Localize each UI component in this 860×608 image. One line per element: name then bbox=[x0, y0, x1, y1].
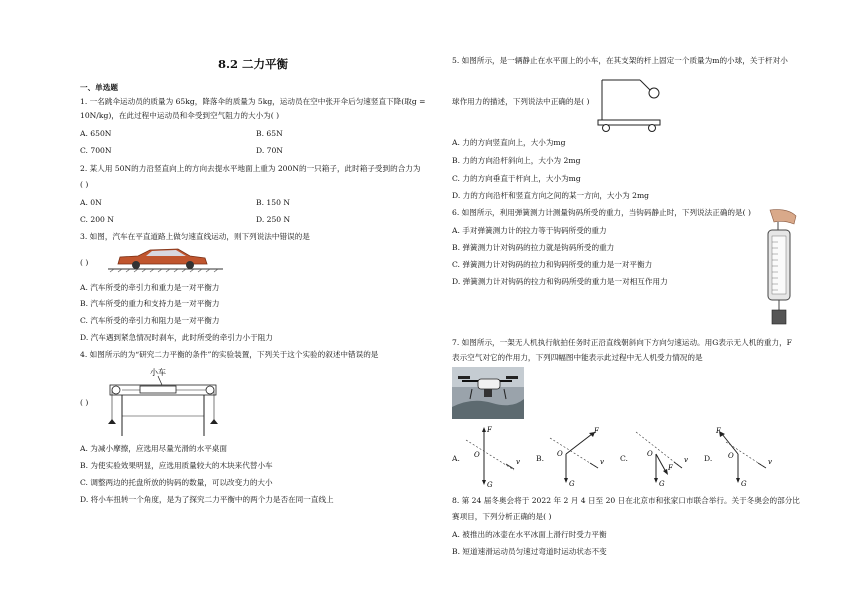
q2-option-b: B. 150 N bbox=[256, 198, 290, 207]
car-figure bbox=[108, 246, 223, 272]
q2-option-a: A. 0N bbox=[80, 198, 102, 207]
q1-stem-cont: 10N/kg)，在此过程中运动员和伞受到空气阻力的大小为( ) bbox=[80, 111, 280, 120]
q6-option-d: D. 弹簧测力计对钩码的拉力和钩码所受的重力是一对相互作用力 bbox=[452, 277, 668, 286]
q5-option-a: A. 力的方向竖直向上，大小为mg bbox=[452, 138, 566, 147]
q3-option-b: B. 汽车所受的重力和支持力是一对平衡力 bbox=[80, 299, 220, 308]
q3-stem: 3. 如图，汽车在平直道路上做匀速直线运动，则下列说法中错误的是 bbox=[80, 232, 310, 241]
q4-option-a: A. 为减小摩擦，应选用尽量光滑的水平桌面 bbox=[80, 444, 227, 453]
q7-diagram-a bbox=[462, 424, 524, 488]
q6-option-a: A. 手对弹簧测力计的拉力等于钩码所受的重力 bbox=[452, 226, 607, 235]
label-v: v bbox=[684, 456, 688, 464]
q5-stem: 5. 如图所示，是一辆静止在水平面上的小车，在其支架的杆上固定一个质量为m的小球，关于杆对小 bbox=[452, 56, 788, 65]
q5-option-d: D. 力的方向沿杆和竖直方向之间的某一方向，大小为 2mg bbox=[452, 191, 650, 200]
q1-option-d: D. 70N bbox=[256, 146, 283, 155]
label-g: G bbox=[741, 480, 747, 488]
label-f: F bbox=[716, 427, 721, 435]
page-title: 8.2 二力平衡 bbox=[218, 57, 289, 71]
q3-option-a: A. 汽车所受的牵引力和重力是一对平衡力 bbox=[80, 283, 220, 292]
q6-option-b: B. 弹簧测力计对钩码的拉力就是钩码所受的重力 bbox=[452, 243, 615, 252]
q6-stem: 6. 如图所示，利用弹簧测力计测量钩码所受的重力，当钩码静止时，下列说法正确的是( ) bbox=[452, 208, 751, 217]
label-g: G bbox=[569, 480, 575, 488]
section-heading: 一、单选题 bbox=[80, 83, 118, 92]
label-v: v bbox=[600, 458, 604, 466]
q8-stem: 8. 第 24 届冬奥会将于 2022 年 2 月 4 日至 20 日在北京市和张家口市联合举行。关于冬奥会的部分比 bbox=[452, 496, 800, 505]
q7-stem-cont: 表示空气对它的作用力，下列四幅图中能表示此过程中无人机受力情况的是 bbox=[452, 353, 703, 362]
q8-option-a: A. 被推出的冰壶在水平冰面上滑行时受力平衡 bbox=[452, 530, 607, 539]
q3-option-d: D. 汽车遇到紧急情况时刹车，此时所受的牵引力小于阻力 bbox=[80, 333, 273, 342]
drone-photo bbox=[452, 367, 524, 419]
label-f: F bbox=[487, 426, 492, 434]
balance-apparatus-figure bbox=[100, 366, 230, 436]
label-o: O bbox=[557, 450, 563, 458]
q1-option-a: A. 650N bbox=[80, 129, 112, 138]
q2-option-c: C. 200 N bbox=[80, 215, 114, 224]
label-v: v bbox=[516, 458, 520, 466]
q4-stem: 4. 如图所示的为“研究二力平衡的条件”的实验装置，下列关于这个实验的叙述中错误的是 bbox=[80, 350, 379, 359]
q7-option-d: D. bbox=[704, 454, 713, 463]
q7-option-b: B. bbox=[536, 454, 544, 463]
q4-option-d: D. 将小车扭转一个角度，是为了探究二力平衡中的两个力是否在同一直线上 bbox=[80, 495, 334, 504]
q1-option-c: C. 700N bbox=[80, 146, 112, 155]
q3-paren: ( ) bbox=[80, 258, 89, 267]
q7-diagram-c bbox=[630, 424, 692, 488]
q2-stem: 2. 某人用 50N的力沿竖直向上的方向去提水平地面上重为 200N的一只箱子，此时箱子受到的合力为 bbox=[80, 164, 421, 173]
q6-option-c: C. 弹簧测力计对钩码的拉力和钩码所受的重力是一对平衡力 bbox=[452, 260, 653, 269]
label-o: O bbox=[474, 451, 480, 459]
label-g: G bbox=[659, 480, 665, 488]
q7-diagram-b bbox=[546, 424, 608, 488]
q4-paren: ( ) bbox=[80, 398, 89, 407]
q7-option-a: A. bbox=[452, 454, 460, 463]
label-f: F bbox=[594, 427, 599, 435]
label-v: v bbox=[768, 458, 772, 466]
q4-option-c: C. 调整两边的托盘所放的钩码的数量，可以改变力的大小 bbox=[80, 478, 273, 487]
cart-label: 小车 bbox=[150, 368, 166, 377]
q2-option-d: D. 250 N bbox=[256, 215, 291, 224]
label-g: G bbox=[487, 481, 493, 489]
q7-stem: 7. 如图所示，一架无人机执行航拍任务时正沿直线朝斜向下方向匀速运动。用G表示无人机的重力，F bbox=[452, 338, 792, 347]
q1-stem: 1. 一名跳伞运动员的质量为 65kg，降落伞的质量为 5kg，运动员在空中张开伞后匀速竖直下降(取g = bbox=[80, 97, 426, 106]
q5-option-b: B. 力的方向沿杆斜向上，大小为 2mg bbox=[452, 156, 581, 165]
q4-option-b: B. 为使实验效果明显，应选用质量较大的木块来代替小车 bbox=[80, 461, 273, 470]
q3-option-c: C. 汽车所受的牵引力和阻力是一对平衡力 bbox=[80, 316, 220, 325]
q8-option-b: B. 短道速滑运动员匀速过弯道时运动状态不变 bbox=[452, 547, 607, 556]
q5-stem-cont: 球作用力的描述，下列说法中正确的是( ) bbox=[452, 97, 590, 106]
cart-rod-ball-figure bbox=[596, 76, 668, 132]
label-o: O bbox=[728, 452, 734, 460]
q7-diagram-d bbox=[714, 424, 776, 488]
label-o: O bbox=[647, 450, 653, 458]
q2-stem-cont: ( ) bbox=[80, 180, 89, 189]
spring-scale-figure bbox=[754, 208, 804, 326]
label-f: F bbox=[668, 464, 673, 472]
q5-option-c: C. 力的方向垂直于杆向上，大小为mg bbox=[452, 174, 581, 183]
q7-option-c: C. bbox=[620, 454, 628, 463]
q8-stem-cont: 赛项目，下列分析正确的是( ) bbox=[452, 512, 552, 521]
q1-option-b: B. 65N bbox=[256, 129, 283, 138]
